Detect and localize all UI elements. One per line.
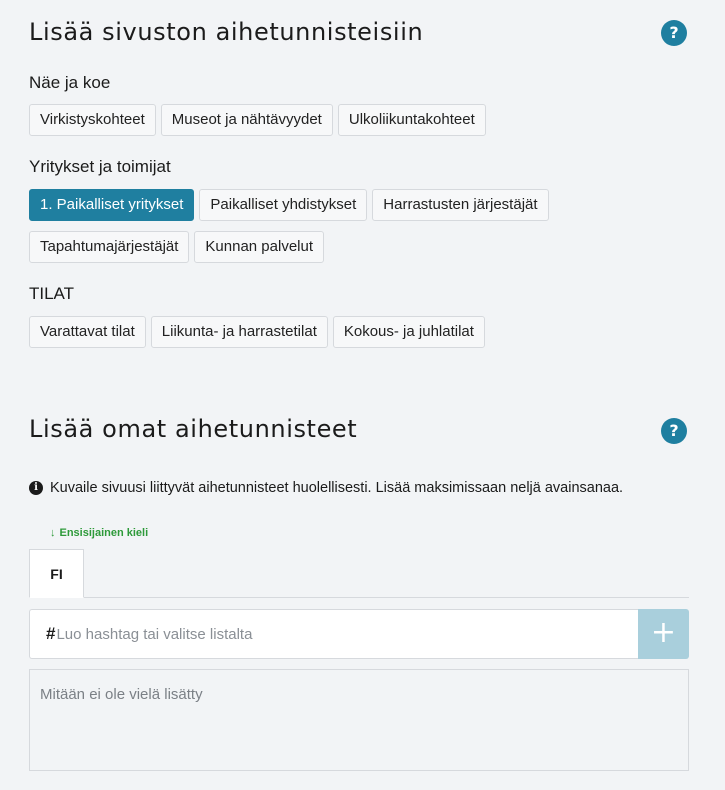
info-text: Kuvaile sivuusi liittyvät aihetunnisteet huolellisesti. Lisää maksimissaan neljä avainsanaa.	[50, 480, 624, 496]
primary-language-indicator	[50, 527, 148, 539]
tab-language-fi[interactable]: FI	[29, 549, 84, 598]
tag-kokous-ja-juhlatilat[interactable]: Kokous- ja juhlatilat	[333, 316, 485, 348]
own-tags-heading: Lisää omat aihetunnisteet	[29, 415, 358, 443]
group-title-nae-ja-koe: Näe ja koe	[29, 73, 111, 92]
tabs-divider	[29, 597, 689, 598]
hashtag-input[interactable]	[56, 626, 616, 643]
tag-row	[29, 189, 549, 221]
tag-tapahtumajarjestajat[interactable]: Tapahtumajärjestäjät	[29, 231, 189, 263]
group-title-tilat: TILAT	[29, 284, 75, 303]
tag-kunnan-palvelut[interactable]: Kunnan palvelut	[194, 231, 324, 263]
hashtag-input-row	[29, 609, 689, 659]
arrow-down-icon: ↓	[50, 527, 56, 539]
site-tags-heading: Lisää sivuston aihetunnisteisiin	[29, 18, 424, 46]
tag-museot-ja-nahtavyydet[interactable]: Museot ja nähtävyydet	[161, 104, 333, 136]
tag-paikalliset-yritykset[interactable]: 1. Paikalliset yritykset	[29, 189, 194, 221]
tag-paikalliset-yhdistykset[interactable]: Paikalliset yhdistykset	[199, 189, 367, 221]
info-icon: i	[29, 481, 43, 495]
empty-state-text: Mitään ei ole vielä lisätty	[40, 686, 203, 703]
tag-virkistyskohteet[interactable]: Virkistyskohteet	[29, 104, 156, 136]
own-tags-section	[29, 415, 689, 443]
help-icon[interactable]: ?	[661, 20, 687, 46]
plus-icon[interactable]: +	[638, 609, 689, 659]
tag-row	[29, 231, 324, 263]
added-tags-box	[29, 669, 689, 771]
hashtag-input-wrapper	[29, 609, 638, 659]
hash-icon: #	[46, 624, 56, 643]
tag-row	[29, 104, 486, 136]
group-title-yritykset-ja-toimijat: Yritykset ja toimijat	[29, 157, 171, 176]
tag-ulkoliikuntakohteet[interactable]: Ulkoliikuntakohteet	[338, 104, 486, 136]
info-line	[29, 480, 623, 496]
primary-language-label: Ensisijainen kieli	[59, 527, 149, 539]
tag-liikunta-ja-harrastetilat[interactable]: Liikunta- ja harrastetilat	[151, 316, 328, 348]
tag-varattavat-tilat[interactable]: Varattavat tilat	[29, 316, 146, 348]
site-tags-section	[29, 18, 689, 46]
tag-harrastusten-jarjestajat[interactable]: Harrastusten järjestäjät	[372, 189, 548, 221]
help-icon[interactable]: ?	[661, 418, 687, 444]
tag-row	[29, 316, 485, 348]
